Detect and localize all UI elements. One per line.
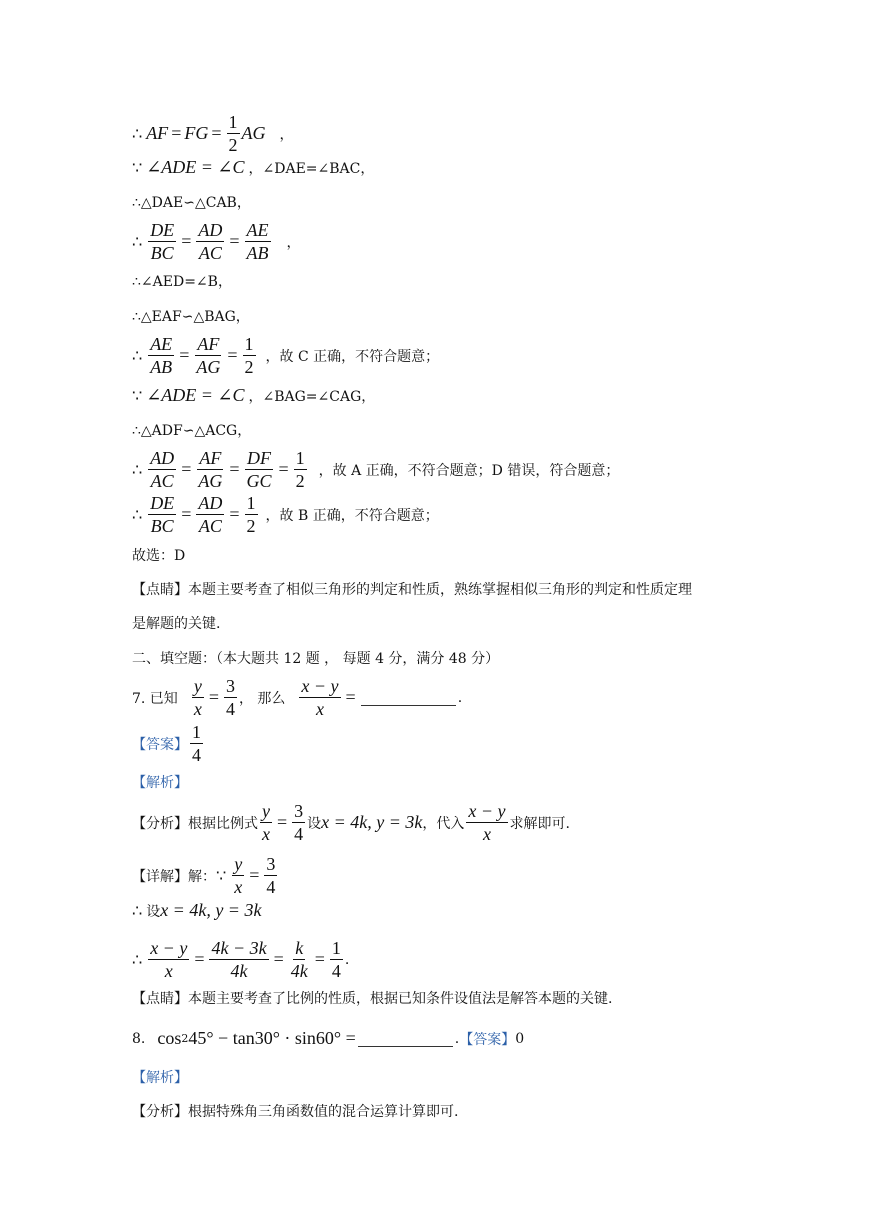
math-text: x = 4k, y = 3k	[160, 900, 262, 920]
equals-sign: =	[314, 949, 325, 969]
plain-text: ，∠BAG=∠CAG，	[248, 388, 376, 405]
equals-sign: =	[249, 865, 260, 885]
fraction: $\frac{AD}{AC}$	[150, 448, 175, 491]
math-text: FG	[184, 123, 209, 143]
section-heading	[132, 648, 499, 668]
analysis-8	[132, 1101, 458, 1121]
math-text: 45° − tan30° · sin60° =	[188, 1028, 356, 1048]
equals-sign: =	[181, 459, 192, 479]
answer-7	[132, 721, 205, 766]
equals-sign: =	[345, 687, 356, 707]
because-symbol: ∵	[132, 386, 143, 405]
plain-text: 【点睛】本题主要考查了比例的性质，根据已知条件设值法是解答本题的关键.	[132, 991, 613, 1007]
fraction: $\frac{DE}{BC}$	[150, 493, 175, 536]
therefore-symbol: ∴	[132, 901, 143, 920]
fraction: $\frac{1}{4}$	[192, 722, 201, 765]
equals-sign: =	[179, 345, 190, 365]
equals-sign: =	[229, 231, 240, 251]
math-text: cos	[157, 1028, 182, 1048]
plain-text: ，∠DAE=∠BAC，	[248, 160, 375, 177]
fraction: $\frac{AE}{AB}$	[246, 220, 269, 263]
math-text: AF	[146, 123, 169, 143]
plain-text: ∴△DAE∽△CAB，	[132, 195, 251, 211]
math-text: ∠ADE = ∠C	[146, 385, 245, 405]
fraction: $\frac{1}{4}$	[331, 938, 341, 981]
question-number: 8.	[132, 1030, 146, 1047]
plain-text: ，故 B 正确，不符合题意；	[265, 507, 439, 524]
therefore-symbol: ∴	[132, 460, 143, 479]
equals-sign: =	[171, 123, 182, 143]
equals-sign: =	[278, 459, 289, 479]
fraction: $\frac{1}{2}$	[295, 448, 305, 491]
because-symbol: ∵	[132, 158, 143, 177]
fraction: $\frac{AE}{AB}$	[150, 334, 173, 377]
plain-text: 设	[146, 903, 161, 920]
line-ratio-de-bc	[132, 219, 301, 264]
equals-sign: =	[227, 345, 238, 365]
line-comment-2	[132, 613, 220, 633]
plain-text: 是解题的关键.	[132, 616, 221, 632]
comment-7	[132, 988, 612, 1008]
fraction: $\frac{y}{x}$	[262, 801, 270, 844]
plain-text: 故选：D	[132, 548, 186, 564]
plain-text: ，故 A 正确，不符合题意；D 错误，符合题意；	[318, 462, 620, 479]
line-ratio-de-bc-2	[132, 492, 439, 537]
fraction: $\frac{AF}{AG}$	[196, 334, 221, 377]
therefore-symbol: ∴	[132, 505, 143, 524]
plain-text: 二、填空题：（本大题共 12 题 ， 每题 4 分，满分 48 分）	[132, 651, 500, 667]
therefore-symbol: ∴	[132, 950, 143, 969]
line-comment-1	[132, 579, 692, 599]
equals-sign: =	[273, 949, 284, 969]
line-similar-eaf	[132, 306, 250, 326]
line-answer-choice	[132, 545, 185, 565]
math-text: x = 4k, y = 3k	[321, 812, 423, 832]
punctuation: ，	[286, 234, 301, 251]
equals-sign: =	[181, 504, 192, 524]
answer-blank[interactable]	[361, 689, 456, 706]
plain-text: ∴∠AED=∠B，	[132, 274, 232, 290]
equals-sign: =	[277, 812, 288, 832]
line-angle-ade-2	[132, 385, 375, 406]
punctuation: .	[454, 1030, 460, 1047]
fraction: $\frac{k}{4k}$	[290, 938, 308, 981]
analysis-label-8	[132, 1067, 188, 1087]
therefore-symbol: ∴	[132, 346, 143, 365]
punctuation: .	[344, 951, 350, 968]
plain-text: 【详解】解：	[132, 868, 216, 885]
plain-text: 【点睛】本题主要考查了相似三角形的判定和性质，熟练掌握相似三角形的判定和性质定理	[132, 582, 692, 598]
analysis-7	[132, 800, 570, 845]
line-angle-ade	[132, 157, 374, 178]
plain-text: ，故 C 正确，不符合题意；	[265, 348, 440, 365]
fraction: $\frac{AD}{AC}$	[198, 220, 223, 263]
therefore-symbol: ∴	[132, 124, 143, 143]
answer-value: 0	[515, 1030, 525, 1047]
line-ratio-ad-ac	[132, 447, 619, 492]
math-text: AG	[241, 123, 266, 143]
fraction: $\frac{DF}{GC}$	[246, 448, 272, 491]
superscript: 2	[181, 1032, 189, 1045]
calc-7	[132, 937, 349, 982]
fraction: $\frac{y}{x}$	[234, 854, 243, 897]
therefore-symbol: ∴	[132, 232, 143, 251]
plain-text: ，代入	[422, 815, 465, 832]
fraction: $\frac{4k - 3k}{4k}$	[211, 938, 267, 981]
fraction: $\frac{3}{4}$	[225, 676, 235, 719]
detail-7	[132, 853, 279, 898]
punctuation: .	[457, 689, 463, 706]
plain-text: 设	[307, 815, 322, 832]
line-ratio-ae-ab	[132, 333, 439, 378]
analysis-label: 【解析】	[132, 775, 188, 791]
equals-sign: =	[194, 949, 205, 969]
answer-label: 【答案】	[459, 1031, 516, 1048]
fraction: $\frac{AF}{AG}$	[198, 448, 223, 491]
equals-sign: =	[208, 687, 219, 707]
question-7	[132, 675, 462, 720]
question-number: 7. 已知	[132, 690, 178, 707]
analysis-label-7	[132, 772, 188, 792]
math-text: ∠ADE = ∠C	[146, 157, 245, 177]
fraction: $\frac{x - y}{x}$	[468, 801, 506, 844]
analysis-label: 【解析】	[132, 1070, 188, 1086]
punctuation: ，	[279, 126, 294, 143]
line-angle-aed	[132, 271, 232, 291]
fraction: $\frac{1}{2}$	[246, 493, 256, 536]
fraction: $\frac{3}{4}$	[266, 854, 276, 897]
fraction: $\frac{x - y}{x}$	[301, 676, 339, 719]
plain-text: ∴△EAF∽△BAG，	[132, 309, 250, 325]
set-7	[132, 900, 261, 921]
question-8	[132, 1028, 524, 1049]
answer-blank[interactable]	[358, 1030, 453, 1047]
line-similar-dae	[132, 192, 251, 212]
because-symbol: ∵	[216, 866, 227, 885]
equals-sign: =	[229, 504, 240, 524]
fraction: $\frac{3}{4}$	[294, 801, 304, 844]
plain-text: 【分析】根据比例式	[132, 815, 258, 832]
plain-text: 【分析】根据特殊角三角函数值的混合运算计算即可.	[132, 1104, 459, 1120]
line-af-fg	[132, 111, 294, 156]
fraction: $\frac{1}{2}$	[244, 334, 254, 377]
plain-text: 求解即可.	[509, 815, 570, 832]
equals-sign: =	[229, 459, 240, 479]
fraction: $\frac{1}{2}$	[228, 112, 238, 155]
fraction: $\frac{DE}{BC}$	[150, 220, 175, 263]
plain-text: ∴△ADF∽△ACG，	[132, 423, 252, 439]
fraction: $\frac{AD}{AC}$	[198, 493, 223, 536]
plain-text: ， 那么	[238, 690, 286, 707]
equals-sign: =	[181, 231, 192, 251]
answer-label: 【答案】	[132, 736, 188, 753]
fraction: $\frac{x - y}{x}$	[150, 938, 188, 981]
equals-sign: =	[211, 123, 222, 143]
fraction: $\frac{y}{x}$	[193, 676, 202, 719]
line-similar-adf	[132, 420, 251, 440]
